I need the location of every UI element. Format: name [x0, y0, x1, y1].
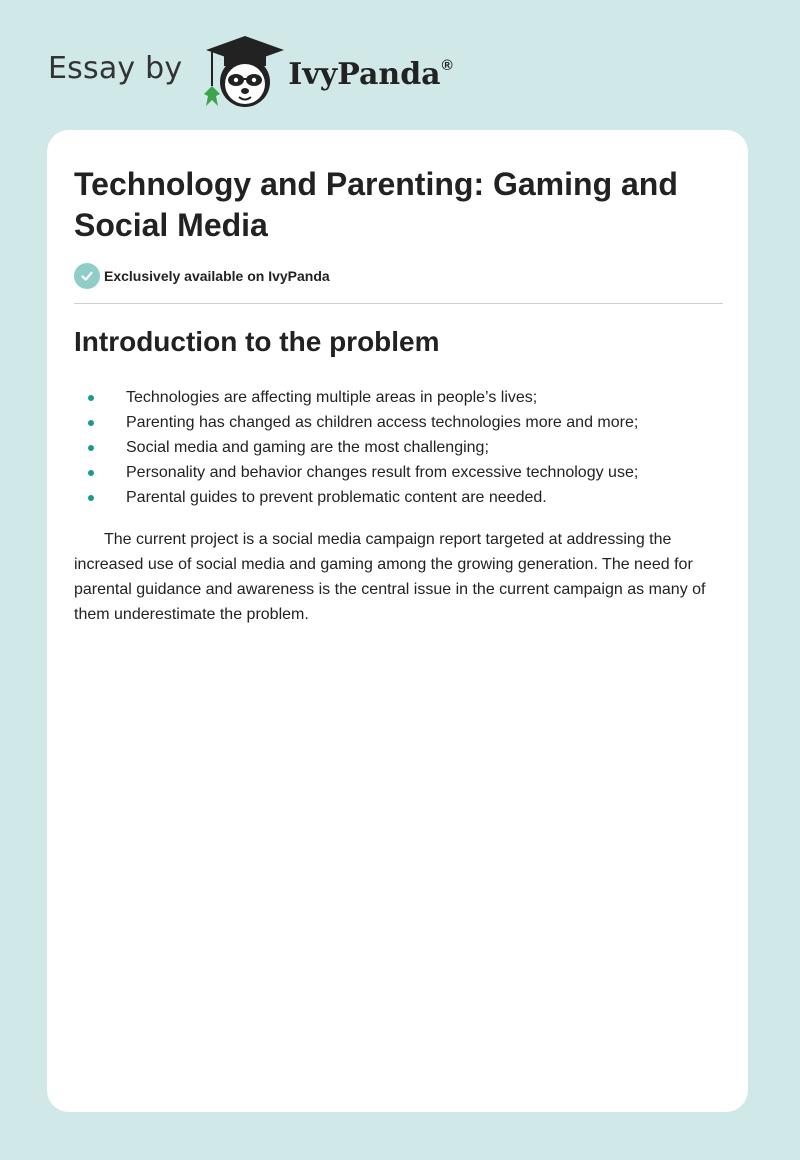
divider: [74, 303, 723, 304]
site-header: [48, 34, 453, 110]
list-item: Personality and behavior changes result from excessive technology use;: [74, 460, 714, 485]
page-title: Technology and Parenting: Gaming and Social Media: [74, 166, 678, 243]
ivy-leaf-icon: [204, 86, 220, 106]
exclusive-badge: [74, 263, 330, 289]
list-item: Technologies are affecting multiple areas in people’s lives;: [74, 385, 714, 410]
essay-card: [47, 130, 748, 1112]
body-paragraph: The current project is a social media campaign report targeted at addressing the increased use of social media and gaming among the growing generation. The need for parental guidance and awareness is the central issue in the current campaign as many of them underestimate the problem.: [74, 531, 706, 623]
panda-logo-icon[interactable]: [200, 34, 290, 110]
list-item: Social media and gaming are the most challenging;: [74, 435, 714, 460]
bullet-list: [74, 385, 714, 510]
check-icon: [74, 263, 100, 289]
section-heading: Introduction to the problem: [74, 326, 440, 357]
list-item: Parenting has changed as children access technologies more and more;: [74, 410, 714, 435]
essay-by-label: Essay by: [48, 50, 183, 86]
brand-name: IvyPanda®: [288, 56, 453, 92]
exclusive-label: Exclusively available on IvyPanda: [104, 268, 330, 284]
list-item: Parental guides to prevent problematic content are needed.: [74, 485, 714, 510]
